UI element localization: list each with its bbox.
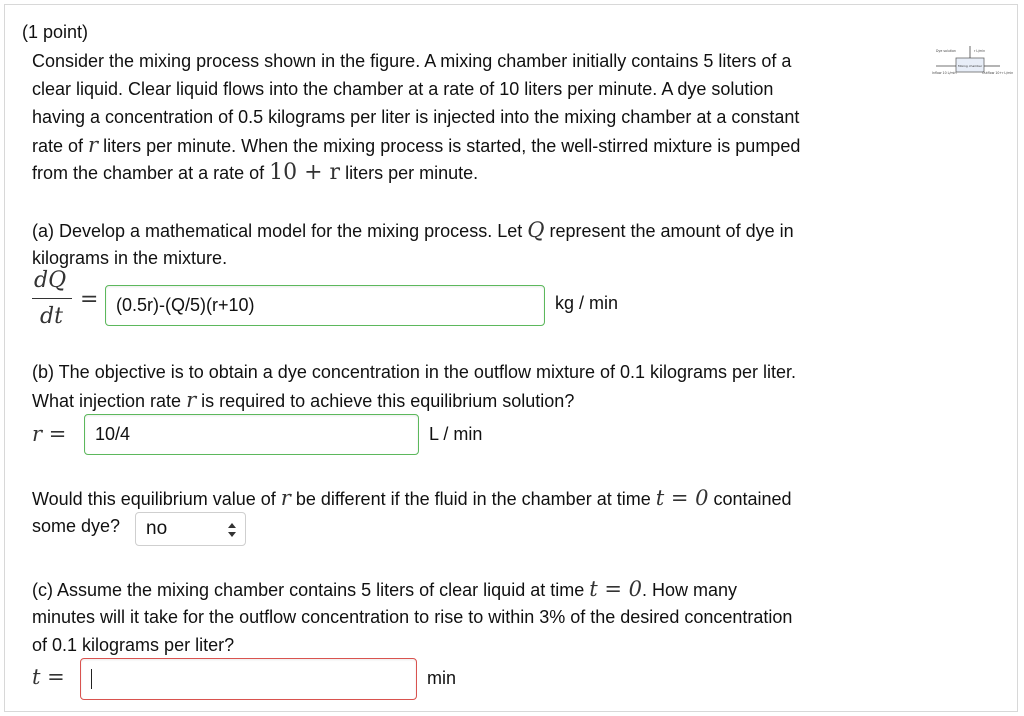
answer-input-c[interactable] bbox=[80, 658, 417, 700]
followup-line-1: Would this equilibrium value of r be different if the fluid in the chamber at time t = 0 contained bbox=[32, 486, 792, 510]
unit-a: kg / min bbox=[555, 293, 619, 313]
intro-line-1: Consider the mixing process shown in the figure. A mixing chamber initially contains 5 liters of a bbox=[32, 51, 792, 71]
intro-line-2: clear liquid. Clear liquid flows into the chamber at a rate of 10 liters per minute. A dye solution bbox=[32, 79, 774, 99]
expr-t-zero: t = 0 bbox=[655, 486, 709, 510]
intro-line-4: rate of r liters per minute. When the mixing process is started, the well-stirred mixture is pumped bbox=[32, 133, 801, 157]
var-q: Q bbox=[527, 218, 545, 242]
fraction-bar bbox=[32, 298, 72, 299]
lhs-r: r = bbox=[32, 422, 67, 446]
equals-sign-a: = bbox=[80, 287, 99, 312]
answer-a-value: (0.5r)-(Q/5)(r+10) bbox=[116, 295, 255, 315]
fig-label-inflow: Inflow 10 L/min bbox=[932, 71, 957, 75]
mixing-figure-thumbnail[interactable] bbox=[930, 44, 1014, 86]
text-cursor bbox=[91, 669, 92, 689]
var-r: r bbox=[88, 133, 99, 157]
fig-label-outflow: Outflow 10+r L/min bbox=[982, 71, 1014, 75]
select-value: no bbox=[146, 518, 168, 539]
unit-c: min bbox=[427, 668, 457, 688]
var-r-b: r bbox=[186, 388, 197, 412]
part-b-line-2: What injection rate r is required to achieve this equilibrium solution? bbox=[32, 388, 575, 412]
intro-line-5: from the chamber at a rate of 10 + r liters per minute. bbox=[32, 160, 479, 185]
part-c-line-3: of 0.1 kilograms per liter? bbox=[32, 635, 235, 655]
unit-b: L / min bbox=[429, 424, 483, 444]
select-caret-icon bbox=[227, 520, 237, 540]
followup-line-2: some dye? bbox=[32, 516, 121, 536]
dye-difference-select[interactable] bbox=[135, 512, 246, 546]
var-r-c: r bbox=[280, 486, 291, 510]
fig-label-r: r L/min bbox=[974, 49, 986, 53]
fig-label-dye: Dye solution bbox=[936, 49, 956, 53]
derivative-numerator: dQ bbox=[34, 268, 67, 293]
lhs-t: t = bbox=[32, 665, 65, 689]
answer-input-a[interactable] bbox=[105, 285, 545, 326]
points-label: (1 point) bbox=[22, 22, 89, 42]
fig-label-chamber: Mixing chamber bbox=[958, 64, 983, 68]
answer-b-value: 10/4 bbox=[95, 424, 131, 444]
part-b-line-1: (b) The objective is to obtain a dye concentration in the outflow mixture of 0.1 kilograms per liter. bbox=[32, 362, 797, 382]
part-a-line-1: (a) Develop a mathematical model for the mixing process. Let Q represent the amount of dye in bbox=[32, 218, 794, 242]
derivative-denominator: dt bbox=[40, 304, 63, 329]
expr-t-zero-c: t = 0 bbox=[589, 577, 642, 601]
part-c-line-1: (c) Assume the mixing chamber contains 5 liters of clear liquid at time t = 0. How many bbox=[32, 577, 738, 601]
part-a-line-2: kilograms in the mixture. bbox=[32, 248, 228, 268]
answer-input-b[interactable] bbox=[84, 414, 419, 455]
part-c-line-2: minutes will it take for the outflow concentration to rise to within 3% of the desired concentration bbox=[32, 607, 793, 627]
expr-outflow-rate: 10 + r bbox=[269, 160, 341, 185]
intro-line-3: having a concentration of 0.5 kilograms per liter is injected into the mixing chamber at a constant bbox=[32, 107, 800, 127]
